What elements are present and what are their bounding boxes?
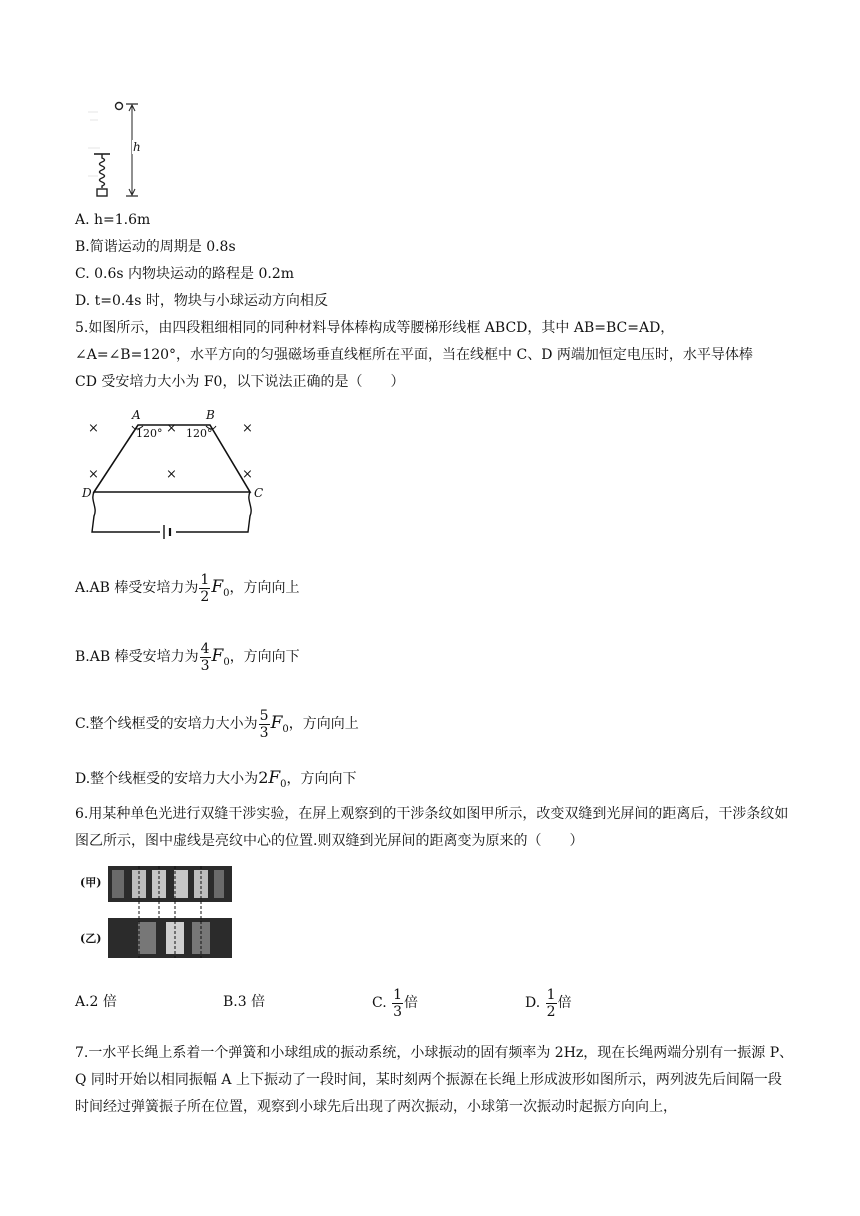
q6-stem: 6.用某种单色光进行双缝干涉实验，在屏上观察到的干涉条纹如图甲所示，改变双缝到光屏间的距离后，干涉条纹如图乙所示，图中虚线是亮纹中心的位置.则双缝到光屏间的距离变为原来的（ ）: [75, 806, 789, 849]
q6-option-a: A.2 倍: [75, 994, 117, 1010]
fraction-denominator: 3: [200, 657, 210, 674]
fraction-denominator: 2: [200, 588, 210, 605]
q5-option-b: [75, 637, 300, 682]
q6-option-b: B.3 倍: [223, 994, 266, 1010]
q5-figure: [78, 408, 278, 544]
fraction-numerator: 1: [393, 986, 403, 1003]
q5-option-c: [75, 704, 359, 749]
q4-option-d: D. t=0.4s 时，物块与小球运动方向相反: [75, 293, 328, 309]
q4-option-c: C. 0.6s 内物块运动的路程是 0.2m: [75, 266, 295, 282]
q6-label-jia: (甲): [80, 876, 102, 889]
q5-option-a-prefix: A.AB 棒受安培力为: [75, 580, 199, 596]
q5-option-a-suffix: ，方向向上: [229, 580, 300, 596]
q5-field-mark: ×: [88, 467, 99, 482]
q5-field-mark: ×: [166, 467, 177, 482]
q4-figure: [88, 98, 158, 202]
q5-label-b: B: [206, 408, 215, 422]
force-symbol: F: [270, 713, 283, 733]
q4-label-h: h: [133, 140, 141, 154]
q5-stem-line3: CD 受安培力大小为 F0，以下说法正确的是（ ）: [75, 374, 405, 390]
fraction: [259, 708, 270, 741]
force-subscript: 0: [282, 723, 289, 735]
fraction-numerator: 1: [546, 986, 556, 1003]
fraction: [546, 987, 557, 1020]
coefficient: 2: [258, 768, 269, 787]
fraction: [392, 987, 403, 1020]
fraction-denominator: 3: [393, 1003, 403, 1020]
q6-option-c-prefix: C.: [372, 995, 387, 1011]
fraction-numerator: 1: [200, 571, 210, 588]
force-subscript: 0: [280, 778, 287, 790]
fraction-denominator: 2: [546, 1003, 556, 1020]
q7-stem: 7.一水平长绳上系着一个弹簧和小球组成的振动系统，小球振动的固有频率为 2Hz，现在长绳两端分别有一振源 P、Q 同时开始以相同振幅 A 上下振动了一段时间，某时刻两个振源在长绳上形成波形如图所示，两列波先后间隔一段时间经过弹簧振子所在位置，观察到小球先后出现了两次振动，小球第一次振动时起振方向向上，: [75, 1045, 794, 1115]
q5-option-b-suffix: ，方向向下: [229, 649, 300, 665]
q5-field-mark: ×: [242, 467, 253, 482]
q5-angle-a: 120°: [136, 427, 163, 440]
force-symbol: F: [211, 646, 224, 666]
q5-field-mark: ×: [242, 421, 253, 436]
q6-figure: [80, 862, 240, 966]
q5-option-d-suffix: ，方向向下: [286, 771, 357, 787]
q5-option-c-prefix: C.整个线框受的安培力大小为: [75, 716, 258, 732]
fraction: [200, 641, 211, 674]
q5-option-c-suffix: ，方向向上: [288, 716, 359, 732]
force-symbol: F: [268, 768, 281, 788]
q5-label-c: C: [254, 486, 264, 500]
q5-field-mark: ×: [166, 421, 177, 436]
force-subscript: 0: [223, 656, 230, 668]
q6-option-d-prefix: D.: [525, 995, 541, 1011]
q6-option-c: [372, 984, 418, 1022]
q5-angle-b: 120°: [186, 427, 213, 440]
q5-option-d: [75, 766, 357, 797]
fraction-numerator: 5: [259, 707, 269, 724]
fraction-denominator: 3: [259, 724, 269, 741]
q4-option-b: B.简谐运动的周期是 0.8s: [75, 239, 236, 255]
force-subscript: 0: [223, 587, 230, 599]
q5-stem-line2: ∠A=∠B=120°，水平方向的匀强磁场垂直线框所在平面，当在线框中 C、D 两端加恒定电压时，水平导体棒: [75, 347, 753, 363]
q6-option-d-suffix: 倍: [557, 995, 572, 1011]
q5-option-b-prefix: B.AB 棒受安培力为: [75, 649, 199, 665]
q5-option-a: [75, 568, 300, 613]
q5-option-d-prefix: D.整个线框受的安培力大小为: [75, 771, 259, 787]
fraction-numerator: 4: [200, 640, 210, 657]
force-symbol: F: [211, 577, 224, 597]
q5-field-mark: ×: [88, 421, 99, 436]
q5-stem-line1: 5.如图所示，由四段粗细相同的同种材料导体棒构成等腰梯形线框 ABCD，其中 AB=BC=AD，: [75, 320, 675, 336]
q6-option-d: [525, 984, 572, 1022]
q5-label-d: D: [82, 486, 92, 500]
q4-option-a: A. h=1.6m: [75, 212, 151, 228]
fraction: [199, 572, 210, 605]
q6-option-c-suffix: 倍: [404, 995, 419, 1011]
q5-label-a: A: [132, 408, 141, 422]
q6-label-yi: (乙): [80, 932, 102, 945]
